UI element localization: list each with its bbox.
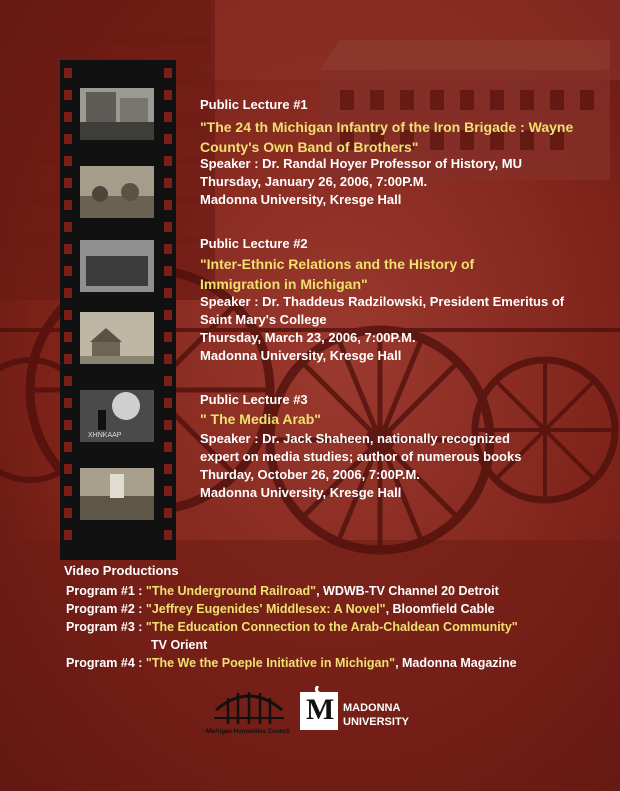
film-frame-farmhouse	[80, 312, 154, 364]
program-title: "Jeffrey Eugenides' Middlesex: A Novel"	[145, 602, 386, 616]
lecture-2-date: Thursday, March 23, 2006, 7:00P.M.	[200, 330, 416, 345]
program-title: "The Underground Railroad"	[145, 584, 317, 598]
program-label: Program #3 :	[66, 620, 143, 634]
lecture-2-heading: Public Lecture #2	[200, 236, 308, 251]
lecture-1-date: Thursday, January 26, 2006, 7:00P.M.	[200, 174, 428, 189]
film-caption: XHNKAAP	[88, 432, 122, 439]
program-outlet: , Madonna Magazine	[395, 656, 517, 670]
lecture-1-speaker: Speaker : Dr. Randal Hoyer Professor of History, MU	[200, 156, 522, 171]
council-logo-text: Michigan Humanities Council	[206, 729, 290, 735]
program-label: Program #4 :	[66, 656, 143, 670]
program-row-3	[66, 618, 518, 636]
film-frame-soldiers-building	[80, 88, 154, 140]
program-row-2	[66, 600, 495, 618]
lecture-1-heading: Public Lecture #1	[200, 97, 308, 112]
program-title: "The Education Connection to the Arab-Chaldean Community"	[145, 620, 518, 634]
film-frame-group-portrait	[80, 240, 154, 292]
lecture-2-speaker: Speaker : Dr. Thaddeus Radzilowski, President Emeritus of Saint Mary's College	[200, 294, 565, 327]
program-row-3-outlet: TV Orient	[151, 638, 208, 652]
program-title: "The We the Poeple Initiative in Michigan"	[145, 656, 396, 670]
program-label: Program #2 :	[66, 602, 143, 616]
madonna-logo-line1: MADONNA	[343, 702, 401, 714]
michigan-humanities-council-logo	[214, 688, 284, 730]
madonna-logo-line2: UNIVERSITY	[343, 716, 410, 728]
lecture-1-venue: Madonna University, Kresge Hall	[200, 192, 402, 207]
program-outlet: , Bloomfield Cable	[385, 602, 495, 616]
lecture-2-venue: Madonna University, Kresge Hall	[200, 348, 402, 363]
lecture-3-date: Thurday, October 26, 2006, 7:00P.M.	[200, 467, 420, 482]
program-label: Program #1 :	[66, 584, 143, 598]
lecture-3-title: " The Media Arab"	[200, 411, 321, 427]
program-row-1	[66, 582, 499, 600]
lecture-3-heading: Public Lecture #3	[200, 392, 308, 407]
film-frame-crowd	[80, 468, 154, 520]
lecture-1-title: "The 24 th Michigan Infantry of the Iron Brigade : Wayne County's Own Band of Brothers"	[200, 119, 574, 155]
lecture-2-title: "Inter-Ethnic Relations and the History of Immigration in Michigan"	[200, 256, 475, 292]
film-frame-camp	[80, 166, 154, 218]
madonna-mark-letter: M	[306, 693, 335, 726]
program-outlet: , WDWB-TV Channel 20 Detroit	[316, 584, 499, 598]
video-productions-heading: Video Productions	[64, 563, 179, 578]
lecture-3-venue: Madonna University, Kresge Hall	[200, 485, 402, 500]
program-row-4	[66, 654, 517, 672]
lecture-3-speaker: Speaker : Dr. Jack Shaheen, nationally recognized expert on media studies; author of numerous books	[200, 431, 522, 464]
